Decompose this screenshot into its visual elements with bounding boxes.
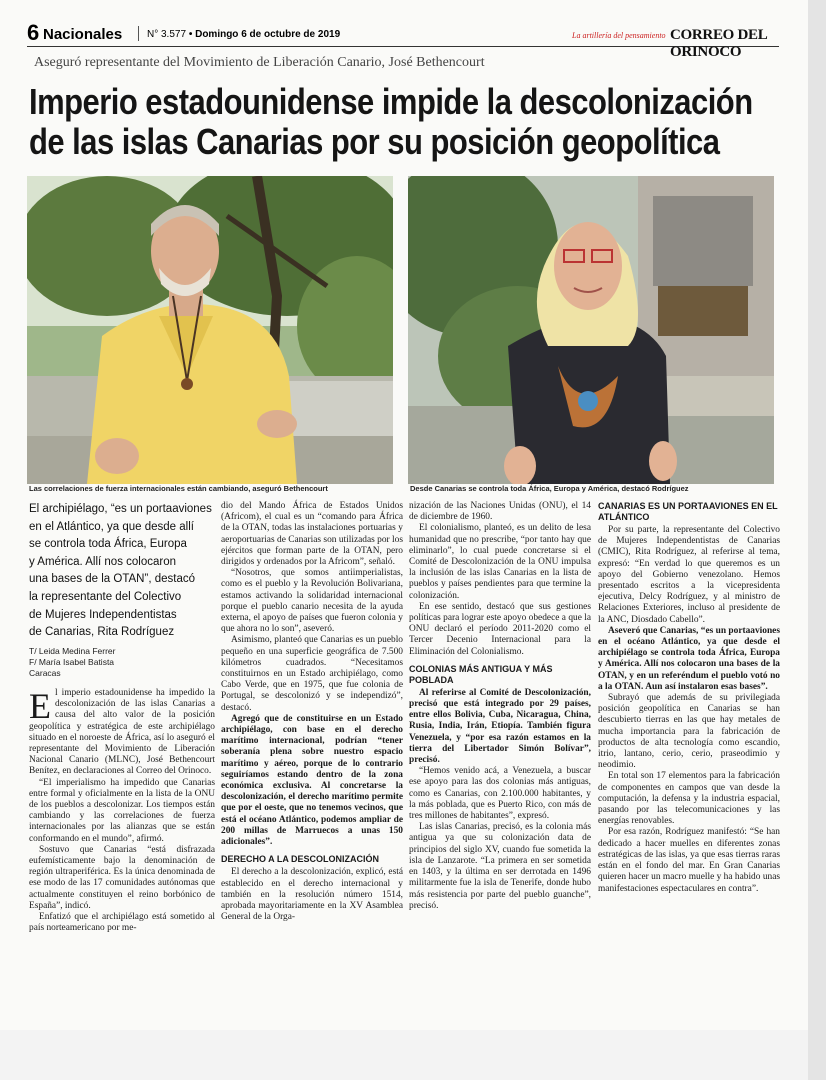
lead-line: se controla toda África, Europa: [29, 538, 187, 551]
paragraph: nización de las Naciones Unidas (ONU), el 14 de diciembre de 1960.: [409, 501, 591, 523]
paragraph: Aseveró que Canarias, “es un portaaviones en el océano Atlántico, ya que desde el archipiélago se controla toda África, Europa y América. Allí nos colocaron una bases de la OTAN, y en un referéndum el pueblo votó no a la OTAN. Aun así instalaron esas bases”.: [598, 625, 780, 692]
paragraph: Agregó que de constituirse en un Estado archipiélago, con base en el derecho marítimo internacional, podrían “tener soberanía plena sobre nuestro espacio marítimo y aéreo, porque de lo contrario seguiríamos estando dentro de la zona económica exclusiva. Al concretarse la descolonización, el derecho marítimo permite que por el oeste, que no tenemos vecinos, que está el océano Atlántico, podemos ampliar de 200 millas de Marruecos a unas 150 adicionales”.: [221, 713, 403, 848]
article-kicker: Aseguró representante del Movimiento de Liberación Canario, José Bethencourt: [34, 55, 485, 70]
caption-right: Desde Canarias se controla toda África, Europa y América, destacó Rodríguez: [410, 484, 689, 493]
date-text: • Domingo 6 de octubre de 2019: [188, 29, 341, 40]
caption-left: Las correlaciones de fuerza internacionales están cambiando, aseguró Bethencourt: [29, 484, 328, 493]
photo-bethencourt: [27, 176, 393, 484]
lead-line: de Mujeres Independentistas: [29, 608, 177, 621]
lead-line: la representante del Colectivo: [29, 590, 182, 603]
section-name: Nacionales: [43, 26, 123, 43]
credit-text: T/ Leida Medina Ferrer: [29, 646, 116, 656]
article-column-1: [29, 688, 215, 934]
paragraph: [29, 688, 215, 778]
paragraph: Sostuvo que Canarias “está disfrazada eufemísticamente bajo la denominación de región ultraperiférica. Es la única denominada de ese modo de las 17 comunidades autónomas que actualmente constituyen el reino borbónico de España”, indicó.: [29, 844, 215, 911]
issue-date: [147, 29, 340, 40]
paragraph-text: l imperio estadounidense ha impedido la descolonización de las islas Canarias a causa del alto valor de la posición geopolítica y estratégica de este archipiélago situado en el noroeste de África, así lo aseguró el representante del Movimiento de Liberación Nacional Canario (MLNC), José Bethencourt Benítez, en declaraciones al Correo del Orinoco.: [29, 688, 215, 777]
article-column-3: [409, 501, 591, 912]
lead-line: El archipiélago, “es un portaaviones: [29, 503, 212, 515]
header-divider: [138, 26, 139, 41]
page-header: [27, 20, 779, 60]
paragraph: El derecho a la descolonización, explicó, está establecido en el derecho internacional y también en la resolución número 1514, aprobada mayoritariamente en la XV Asamblea General de la Orga-: [221, 867, 403, 923]
paragraph: En total son 17 elementos para la fabricación de componentes en campos que van desde la computación, la defensa y la industria espacial, pasando por las telecomunicaciones y las energías renovables.: [598, 771, 780, 827]
newspaper-slogan: La artillería del pensamiento: [572, 31, 666, 40]
page-bottom-margin: [0, 1030, 808, 1080]
page-number: 6: [27, 20, 40, 45]
paragraph: “Hemos venido acá, a Venezuela, a buscar ese apoyo para las dos colonias más antiguas, como es Canarias, con 2.100.000 habitantes, y la más poblada, que es Puerto Rico, con más de tres millones de habitantes”, expresó.: [409, 766, 591, 822]
paragraph: Asimismo, planteó que Canarias es un pueblo pequeño en una superficie geográfica de 7.500 kilómetros cuadrados. “Necesitamos constituirnos en un Estado archipiélago, como Cabo Verde, que en 1975, que fue colonia de Portugal, se descolonizó y se independizó”, destacó.: [221, 635, 403, 713]
paragraph: Subrayó que además de su privilegiada posición geopolítica en Canarias se han descubierto tierras en las que hay metales de mucha importancia para la fabricación de productos de alta tecnología como escandio, itrio, lantano, cerio, cerio, praseodimio y neodimio.: [598, 693, 780, 771]
lead-line: de Canarias, Rita Rodríguez: [29, 626, 175, 639]
paragraph: “Nosotros, que somos antiimperialistas, como es el pueblo y la Revolución Bolivariana, estamos activando la solidaridad internacional porque el pueblo canario necesita de la ayuda externa, el apoyo de países que fueron colonia y que ahora no lo son”, aseveró.: [221, 568, 403, 635]
paragraph: “El imperialismo ha impedido que Canarias entre formal y oficialmente en la lista de la ONU de los pueblos a descolonizar. Los tiempos están cambiando y las correlaciones de fuerza internacionales por las alianzas que se están conformando en el mundo”, afirmó.: [29, 777, 215, 844]
photo-rodriguez: [408, 176, 774, 484]
article-lead: [29, 501, 212, 642]
article-headline: [29, 81, 753, 162]
article-column-4: [598, 501, 780, 895]
lead-line: una bases de la OTAN”, destacó: [29, 573, 195, 586]
paragraph: Por esa razón, Rodríguez manifestó: “Se han dedicado a hacer muelles en diferentes zonas estratégicas de las islas, ya que esas tierras raras están en el fondo del mar. En Gran Canarias quieren hacer un macro muelle y ha habido unas manifestaciones espectaculares en contra”.: [598, 827, 780, 894]
paragraph: Por su parte, la representante del Colectivo de Mujeres Independentistas de Canarias (CMIC), Rita Rodríguez, al referirse al tema, expresó: “En verdad lo que queremos es un apoyo del Gobierno venezolano. Hemos presentado escritos a la vicepresidenta ejecutiva, Delcy Rodríguez, y al ministro de Relaciones Exteriores, incluso al presidente de la ANC, Diosdado Cabello”.: [598, 525, 780, 625]
article-credits: [29, 646, 115, 679]
page-edge: [808, 0, 826, 1080]
subheading: CANARIAS ES UN PORTAAVIONES EN EL ATLÁNTICO: [598, 501, 778, 522]
subheading: COLONIAS MÁS ANTIGUA Y MÁS POBLADA: [409, 663, 553, 685]
credit-photo: F/ María Isabel Batista: [29, 657, 115, 667]
newspaper-logo: CORREO DEL ORINOCO: [670, 27, 767, 60]
headline-line-1: Imperio estadounidense impide la descolonización: [29, 81, 753, 122]
credit-place: Caracas: [29, 668, 61, 678]
headline-line-2: de las islas Canarias por su posición geopolítica: [29, 121, 720, 162]
lead-line: y América. Allí nos colocaron: [29, 555, 177, 568]
paragraph: Las islas Canarias, precisó, es la colonia más antigua ya que su colonización data de principios del siglo XV, cuando fue sometida la isla de Lanzarote. “La primera en ser sometida en 1403, y la última en ser derrotada en 1496 militarmente fue la isla de Tenerife, donde hubo más resistencia por parte del pueblo guanche”, precisó.: [409, 822, 591, 911]
lead-line: en el Atlántico, ya que desde allí: [29, 520, 194, 533]
paragraph: dio del Mando África de Estados Unidos (Africom), el cual es un “comando para África de la OTAN, todas las instalaciones portuarias y aeroportuarias de Canarias son utilizadas por los ejércitos que forman parte de la OTAN, pero dirigidos y ordenados por la Africom”, señaló.: [221, 501, 403, 568]
paragraph: En ese sentido, destacó que sus gestiones políticas para lograr este apoyo obedece a que la ONU declaró el período 2011-2020 como el Tercer Decenio Internacional para la Eliminación del Colonialismo.: [409, 601, 591, 657]
article-column-2: [221, 501, 403, 923]
paragraph: Al referirse al Comité de Descolonización, precisó que está integrado por 29 países, entre ellos Bolivia, Cuba, Nicaragua, China, Rusia, India, Irán, Etiopía. También figura Venezuela, y “por esa razón estamos en la tierra del Libertador Simón Bolívar”, precisó.: [409, 687, 591, 766]
drop-cap: E: [29, 686, 51, 726]
paragraph: Enfatizó que el archipiélago está sometido al país norteamericano por me-: [29, 912, 215, 934]
issue-number: N° 3.577: [147, 29, 187, 40]
paragraph: El colonialismo, planteó, es un delito de lesa humanidad que no prescribe, “por tanto hay que eliminarlo”, lo cual puede concretarse si el Comité de Descolonización de la ONU impulsa la inclusión de las islas Canarias en la lista de pueblos y países pendientes para que termine la colonización.: [409, 523, 591, 601]
subheading: DERECHO A LA DESCOLONIZACIÓN: [221, 854, 380, 865]
